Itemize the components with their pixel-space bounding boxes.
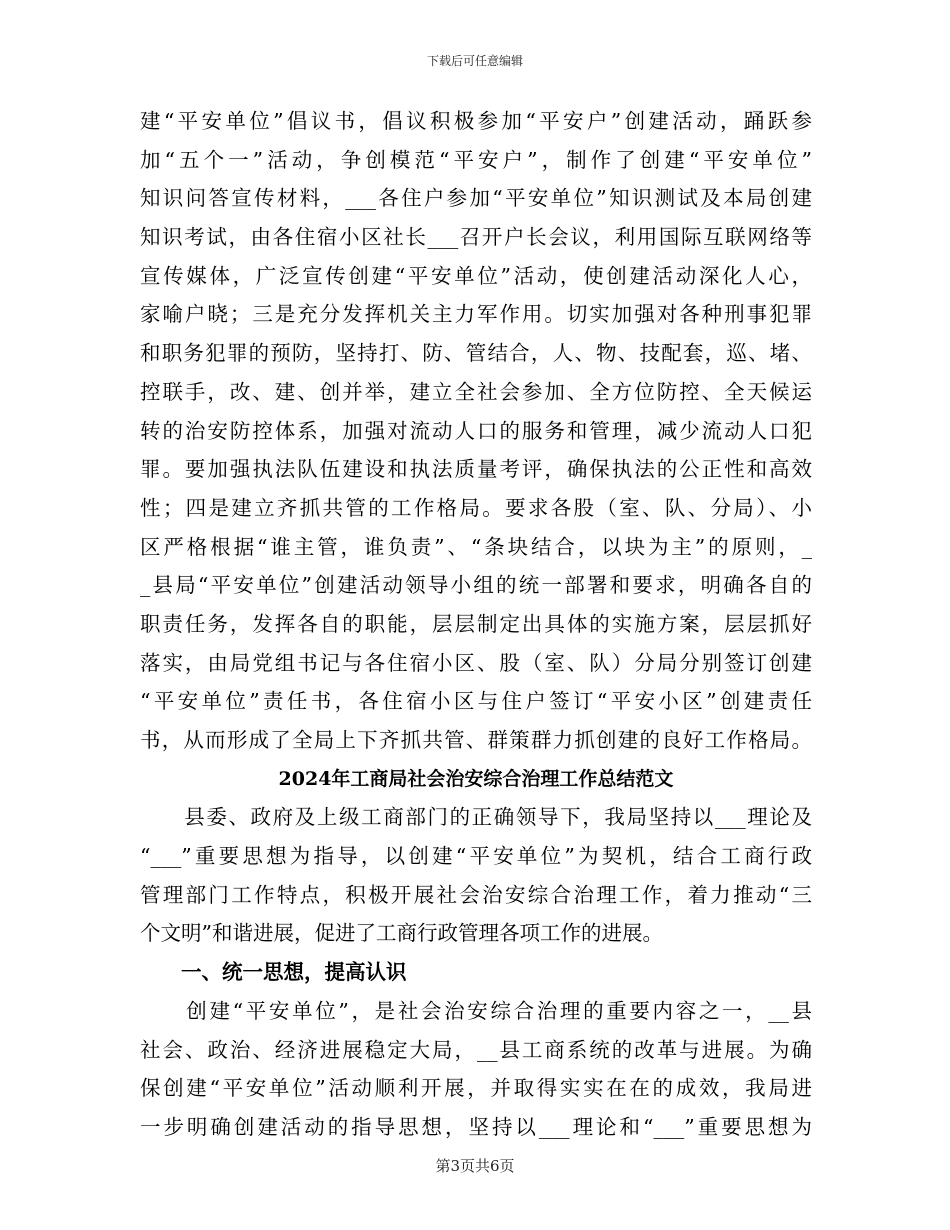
text-line: 书，从而形成了全局上下齐抓共管、群策群力抓创建的良好工作格局。 (140, 728, 812, 752)
text-line: 管理部门工作特点，积极开展社会治安综合治理工作，着力推动“三 (140, 882, 812, 907)
text-line: 职责任务，发挥各自的职能，层层制定出具体的实施方案，层层抓好 (140, 611, 812, 636)
page-header: 下载后可任意编辑 (426, 54, 523, 68)
text-line: 区严格根据“谁主管，谁负责”、“条块结合，以块为主”的原则，_ (140, 534, 812, 559)
document-title: 2024年工商局社会治安综合治理工作总结范文 (278, 767, 674, 790)
page-footer: 第3页共6页 (435, 1157, 515, 1175)
text-line: 知识问答宣传材料，___各住户参加“平安单位”知识测试及本局创建 (140, 186, 812, 211)
text-line: 个文明”和谐进展，促进了工商行政管理各项工作的进展。 (140, 921, 663, 946)
text-line: 宣传媒体，广泛宣传创建“平安单位”活动，使创建活动深化人心， (140, 263, 812, 288)
text-line: 知识考试，由各住宿小区社长___召开户长会议，利用国际互联网络等 (140, 225, 812, 250)
text-line: 性；四是建立齐抓共管的工作格局。要求各股（室、队、分局）、小 (140, 495, 812, 520)
text-line: 罪。要加强执法队伍建设和执法质量考评，确保执法的公正性和高效 (140, 457, 812, 482)
text-line: 转的治安防控体系，加强对流动人口的服务和管理，减少流动人口犯 (140, 418, 812, 443)
text-line: 和职务犯罪的预防，坚持打、防、管结合，人、物、技配套，巡、堵、 (140, 341, 812, 366)
text-line: _县局“平安单位”创建活动领导小组的统一部署和要求，明确各自的 (140, 573, 812, 598)
text-line: 建“平安单位”倡议书，倡议积极参加“平安户”创建活动，踊跃参 (140, 109, 812, 133)
text-line: 一步明确创建活动的指导思想，坚持以___理论和“___”重要思想为 (140, 1114, 812, 1139)
document-body (140, 102, 812, 1147)
section-heading: 一、统一思想，提高认识 (140, 960, 407, 985)
text-line: 家喻户晓；三是充分发挥机关主力军作用。切实加强对各种刑事犯罪 (140, 302, 812, 327)
text-line: “___”重要思想为指导，以创建“平安单位”为契机，结合工商行政 (140, 844, 812, 869)
text-line: 控联手，改、建、创并举，建立全社会参加、全方位防控、全天候运 (140, 379, 812, 404)
text-line: 社会、政治、经济进展稳定大局，__县工商系统的改革与进展。为确 (140, 1037, 812, 1062)
text-line: 加“五个一”活动，争创模范“平安户”，制作了创建“平安单位” (140, 147, 812, 172)
text-line: “平安单位”责任书，各住宿小区与住户签订“平安小区”创建责任 (140, 689, 812, 714)
text-line: 落实，由局党组书记与各住宿小区、股（室、队）分局分别签订创建 (140, 650, 812, 675)
text-line: 保创建“平安单位”活动顺利开展，并取得实实在在的成效，我局进 (140, 1076, 812, 1101)
text-line: 县委、政府及上级工商部门的正确领导下，我局坚持以___理论及 (140, 805, 812, 830)
text-line: 创建“平安单位”，是社会治安综合治理的重要内容之一，__县 (140, 998, 812, 1023)
